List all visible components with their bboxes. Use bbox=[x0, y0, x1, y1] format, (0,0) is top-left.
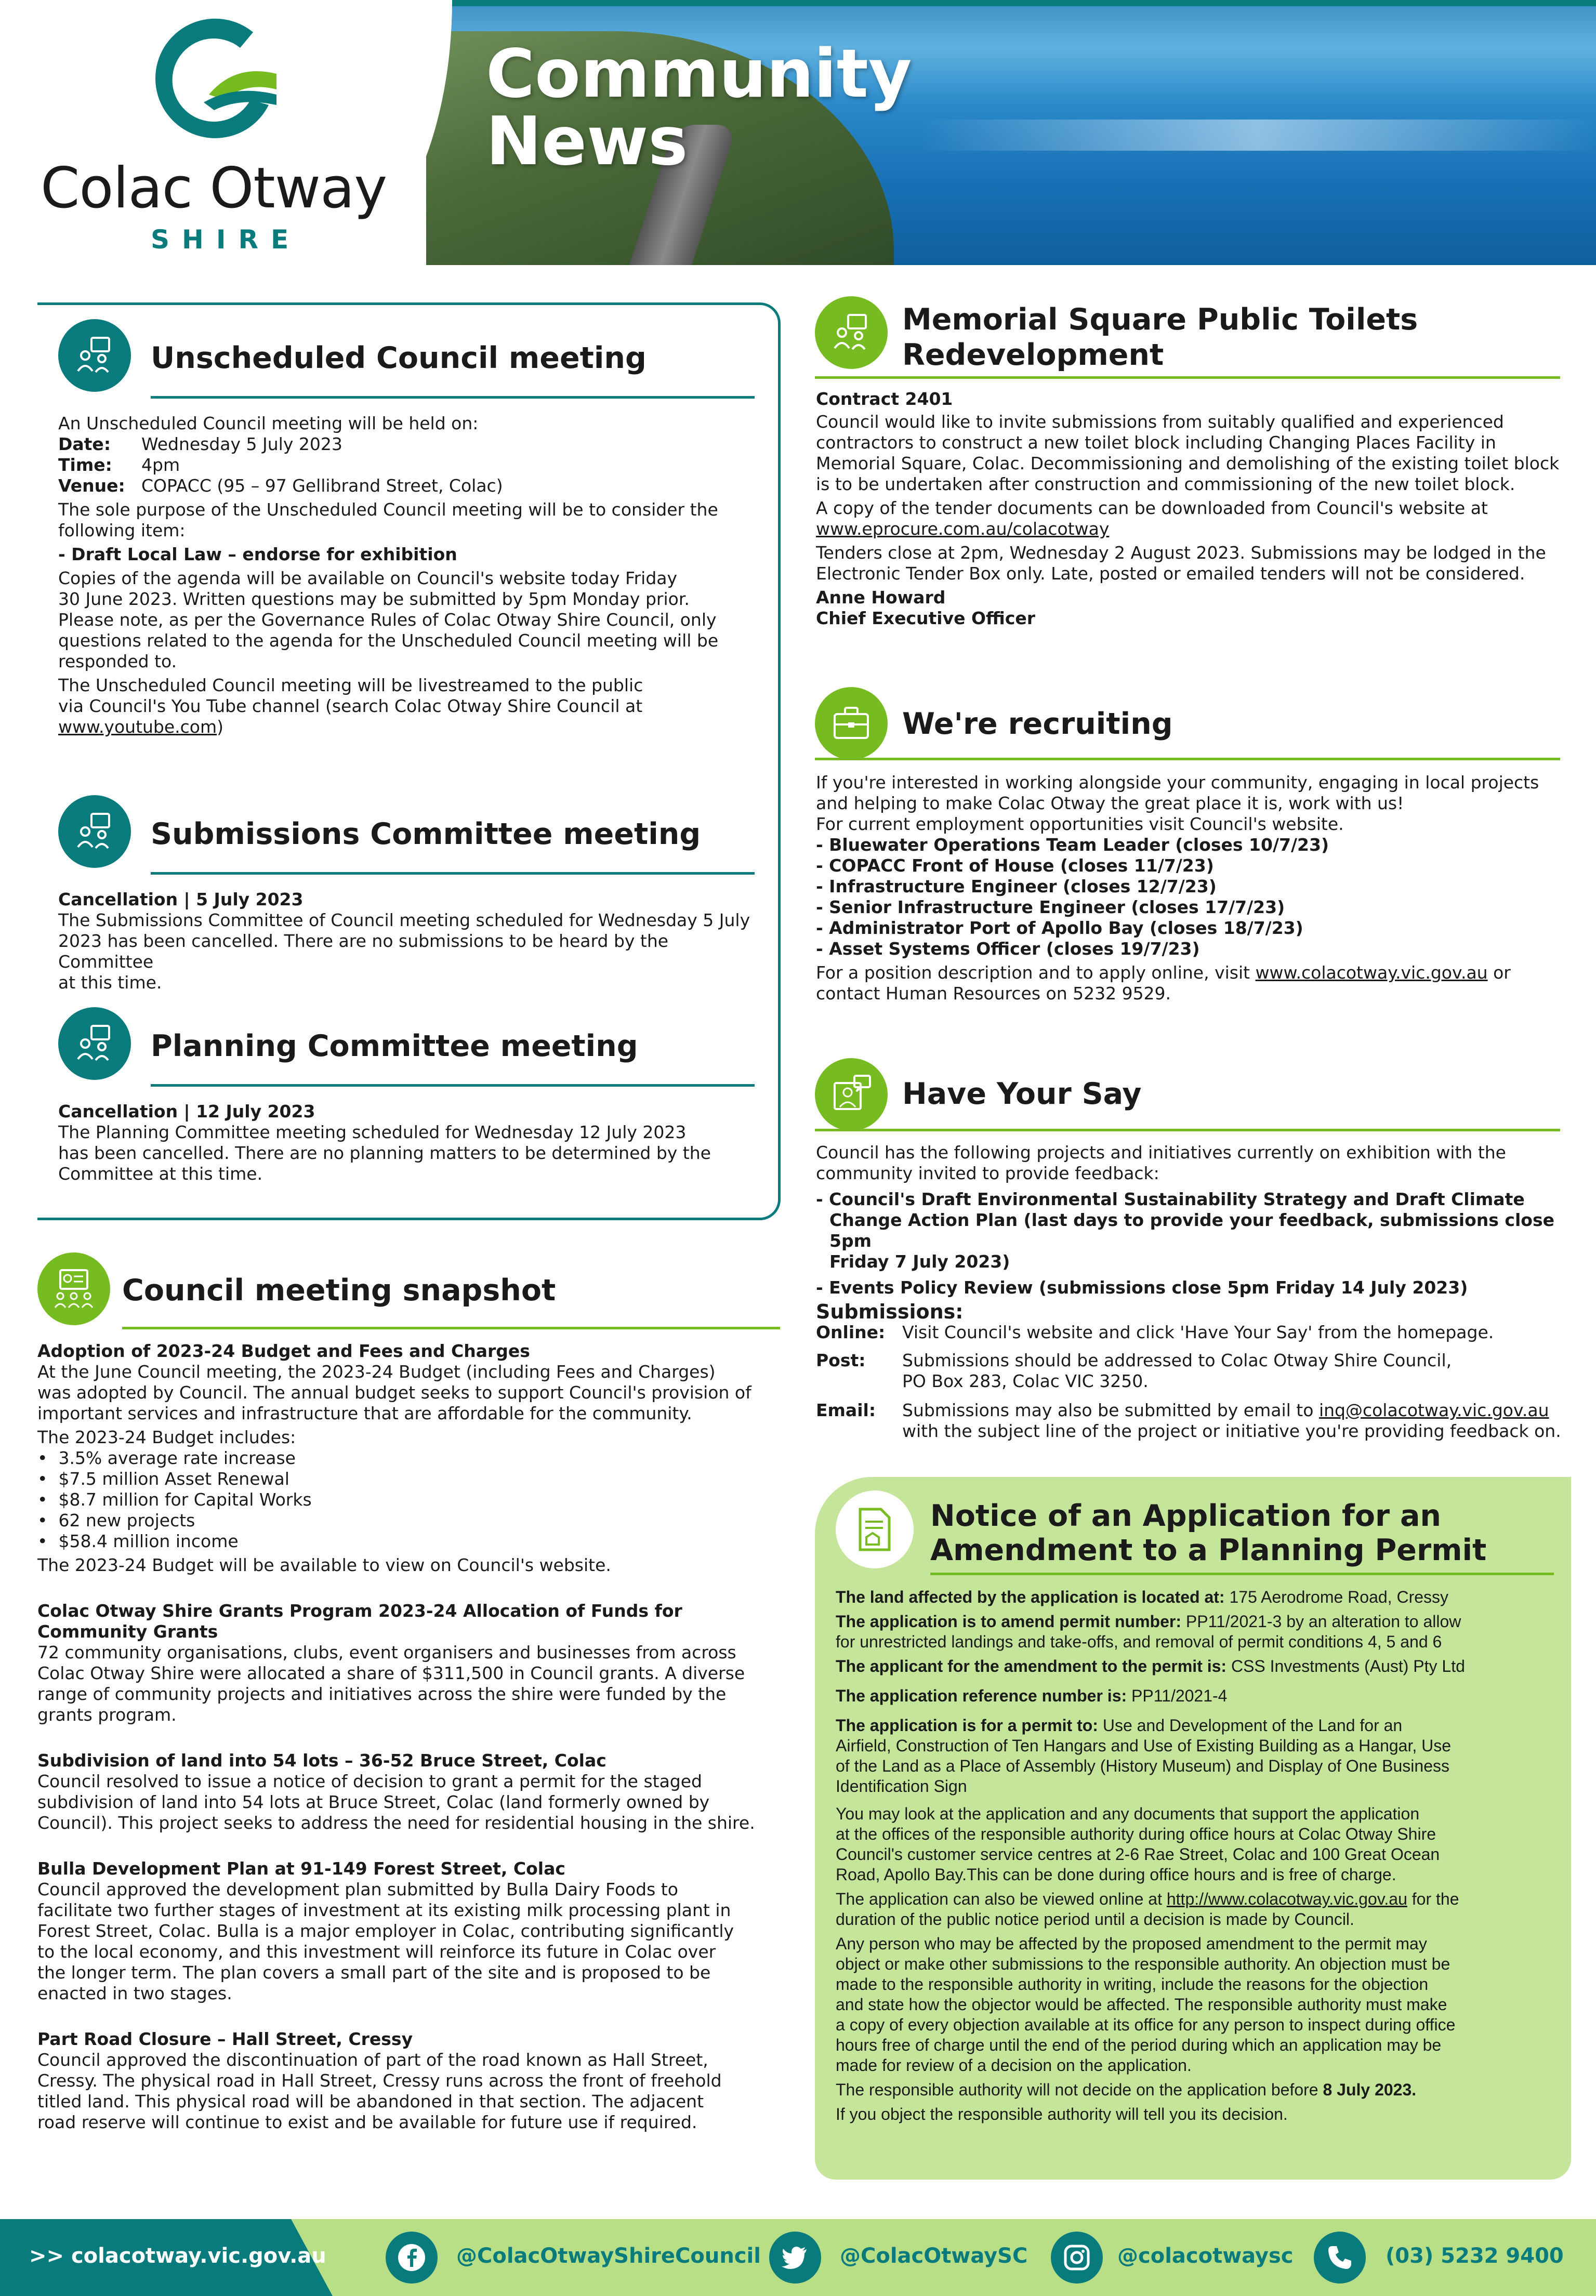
job-item: - COPACC Front of House (closes 11/7/23) bbox=[816, 855, 1214, 876]
paragraph: The Planning Committee meeting scheduled for Wednesday 12 July 2023 bbox=[58, 1122, 687, 1142]
document-icon bbox=[836, 1490, 914, 1568]
consultation-item: - Council's Draft Environmental Sustainability Strategy and Draft Climate bbox=[816, 1189, 1525, 1209]
email-link[interactable]: inq@colacotway.vic.gov.au bbox=[1318, 1400, 1549, 1420]
footer-website-link[interactable]: >> colacotway.vic.gov.au bbox=[29, 2244, 326, 2268]
decision-date: 8 July 2023. bbox=[1323, 2080, 1417, 2099]
planning-heading: Planning Committee meeting bbox=[151, 1029, 638, 1063]
footer-phone[interactable]: (03) 5232 9400 bbox=[1386, 2244, 1564, 2268]
time-value: 4pm bbox=[141, 455, 180, 475]
field-label: The applicant for the amendment to the permit is: bbox=[836, 1657, 1227, 1675]
eprocure-link[interactable]: www.eprocure.com.au/colacotway bbox=[816, 519, 1110, 539]
meeting-icon bbox=[815, 296, 888, 369]
subheading: Colac Otway Shire Grants Program 2023-24 Allocation of Funds for bbox=[37, 1601, 682, 1621]
list-item-text: 62 new projects bbox=[58, 1510, 195, 1530]
consultation-item: Change Action Plan (last days to provide your feedback, submissions close 5pm bbox=[829, 1210, 1554, 1251]
subheading: Community Grants bbox=[37, 1621, 218, 1642]
paragraph: community invited to provide feedback: bbox=[816, 1163, 1159, 1183]
paragraph: Council). This project seeks to address the need for residential housing in the shire. bbox=[37, 1813, 755, 1833]
paragraph: You may look at the application and any documents that support the application bbox=[836, 1804, 1420, 1823]
subheading: Cancellation | 12 July 2023 bbox=[58, 1101, 315, 1121]
notice-body bbox=[836, 1587, 1563, 2125]
logo-shire: SHIRE bbox=[151, 225, 301, 255]
paragraph: ) bbox=[217, 717, 224, 737]
youtube-link[interactable]: www.youtube.com bbox=[58, 717, 217, 737]
paragraph: the longer term. The plan covers a small part of the site and is proposed to be bbox=[37, 1962, 711, 1983]
paragraph: with the subject line of the project or initiative you're providing feedback on. bbox=[902, 1421, 1561, 1441]
paragraph: titled land. This physical road will be abandoned in that section. The adjacent bbox=[37, 2091, 704, 2112]
feedback-icon bbox=[815, 1058, 888, 1131]
job-item: - Bluewater Operations Team Leader (closes 10/7/23) bbox=[816, 835, 1329, 855]
meeting-icon bbox=[58, 795, 131, 868]
paragraph: subdivision of land into 54 lots at Bruce Street, Colac (land formerly owned by bbox=[37, 1792, 710, 1812]
paragraph: questions related to the agenda for the Unscheduled Council meeting will be bbox=[58, 630, 719, 651]
paragraph: or bbox=[1487, 962, 1511, 983]
time-label: Time: bbox=[58, 455, 112, 475]
list-item-text: $7.5 million Asset Renewal bbox=[58, 1469, 289, 1489]
submissions-heading: Submissions Committee meeting bbox=[151, 817, 701, 851]
email-text bbox=[902, 1400, 1573, 1442]
notice-heading-line1: Notice of an Application for an bbox=[930, 1499, 1441, 1533]
snapshot-heading: Council meeting snapshot bbox=[122, 1273, 556, 1308]
planning-body bbox=[58, 1101, 765, 1184]
field-label: The land affected by the application is located at: bbox=[836, 1588, 1225, 1606]
paragraph: and state how the objector would be affected. The responsible authority must make bbox=[836, 1995, 1447, 2014]
field-value: for unrestricted landings and take-offs, and removal of permit conditions 4, 5 and 6 bbox=[836, 1632, 1442, 1651]
paragraph: If you object the responsible authority will tell you its decision. bbox=[836, 2105, 1288, 2123]
subheading: Contract 2401 bbox=[816, 389, 953, 409]
paragraph: Council has the following projects and initiatives currently on exhibition with the bbox=[816, 1142, 1506, 1163]
unscheduled-heading: Unscheduled Council meeting bbox=[151, 341, 647, 375]
masthead-title-line1: Community bbox=[486, 35, 912, 113]
paragraph: for the bbox=[1407, 1890, 1459, 1908]
venue-label: Venue: bbox=[58, 476, 125, 496]
paragraph: contractors to construct a new toilet block including Changing Places Facility in bbox=[816, 432, 1496, 453]
have-your-say-heading: Have Your Say bbox=[902, 1077, 1142, 1111]
post-label: Post: bbox=[816, 1350, 866, 1370]
divider bbox=[122, 1327, 780, 1329]
phone-icon[interactable] bbox=[1314, 2232, 1366, 2284]
paragraph: to the local economy, and this investment will reinforce its future in Colac over bbox=[37, 1942, 716, 1962]
paragraph: The responsible authority will not decide on the application before bbox=[836, 2080, 1323, 2099]
list-item-text: 3.5% average rate increase bbox=[58, 1448, 296, 1468]
header bbox=[0, 0, 1596, 265]
agenda-item: - Draft Local Law – endorse for exhibition bbox=[58, 544, 457, 564]
paragraph: Council would like to invite submissions from suitably qualified and experienced bbox=[816, 412, 1504, 432]
paragraph: object or make other submissions to the responsible authority. An objection must be bbox=[836, 1955, 1450, 1973]
meeting-icon bbox=[58, 1007, 131, 1080]
list-item: • 3.5% average rate increase bbox=[37, 1448, 296, 1468]
paragraph: If you're interested in working alongside your community, engaging in local projects bbox=[816, 772, 1539, 793]
paragraph: The application can also be viewed online at bbox=[836, 1890, 1167, 1908]
snapshot-icon bbox=[37, 1252, 110, 1325]
facebook-icon[interactable] bbox=[386, 2232, 438, 2284]
footer-twitter[interactable]: @ColacOtwaySC bbox=[840, 2244, 1028, 2268]
field-label: The application reference number is: bbox=[836, 1686, 1127, 1705]
job-item: - Infrastructure Engineer (closes 12/7/23) bbox=[816, 876, 1217, 896]
paragraph: Council resolved to issue a notice of decision to grant a permit for the staged bbox=[37, 1771, 703, 1791]
online-text: Visit Council's website and click 'Have Your Say' from the homepage. bbox=[902, 1322, 1494, 1342]
field-value: 175 Aerodrome Road, Cressy bbox=[1224, 1588, 1449, 1606]
paragraph: For a position description and to apply online, visit bbox=[816, 962, 1256, 983]
paragraph: An Unscheduled Council meeting will be held on: bbox=[58, 413, 479, 433]
paragraph: important services and infrastructure that are affordable for the community. bbox=[37, 1403, 692, 1423]
online-label: Online: bbox=[816, 1322, 886, 1342]
paragraph: enacted in two stages. bbox=[37, 1983, 232, 2003]
paragraph: For current employment opportunities visit Council's website. bbox=[816, 814, 1344, 834]
briefcase-icon bbox=[815, 687, 888, 760]
memorial-heading-line2: Redevelopment bbox=[902, 338, 1164, 372]
field-value: Airfield, Construction of Ten Hangars and Use of Existing Building as a Hangar, Use bbox=[836, 1736, 1452, 1755]
list-item: • 62 new projects bbox=[37, 1510, 195, 1530]
venue-value: COPACC (95 – 97 Gellibrand Street, Colac) bbox=[141, 476, 503, 496]
paragraph: The 2023-24 Budget includes: bbox=[37, 1427, 296, 1447]
twitter-icon[interactable] bbox=[769, 2232, 821, 2284]
signatory-title: Chief Executive Officer bbox=[816, 608, 1036, 628]
paragraph: The Submissions Committee of Council meeting scheduled for Wednesday 5 July bbox=[58, 910, 750, 930]
field-label: The application is to amend permit number: bbox=[836, 1612, 1181, 1631]
council-website-link[interactable]: www.colacotway.vic.gov.au bbox=[1255, 962, 1488, 983]
paragraph: Submissions should be addressed to Colac Otway Shire Council, bbox=[902, 1350, 1452, 1370]
have-your-say-body bbox=[816, 1142, 1569, 1322]
subheading: Subdivision of land into 54 lots – 36-52 Bruce Street, Colac bbox=[37, 1750, 606, 1771]
masthead-title-line2: News bbox=[486, 103, 688, 180]
meeting-icon bbox=[58, 319, 131, 392]
paragraph: via Council's You Tube channel (search Colac Otway Shire Council at bbox=[58, 696, 643, 716]
memorial-heading-line1: Memorial Square Public Toilets bbox=[902, 302, 1418, 337]
paragraph: The sole purpose of the Unscheduled Council meeting will be to consider the bbox=[58, 499, 718, 520]
paragraph: at this time. bbox=[58, 972, 162, 993]
paragraph: contact Human Resources on 5232 9529. bbox=[816, 983, 1171, 1004]
footer-facebook[interactable]: @ColacOtwayShireCouncil bbox=[456, 2244, 761, 2268]
paragraph: PO Box 283, Colac VIC 3250. bbox=[902, 1371, 1149, 1391]
instagram-icon[interactable] bbox=[1051, 2232, 1103, 2284]
paragraph: has been cancelled. There are no planning matters to be determined by the bbox=[58, 1143, 711, 1163]
notice-heading-line2: Amendment to a Planning Permit bbox=[930, 1533, 1487, 1567]
subheading: Cancellation | 5 July 2023 bbox=[58, 889, 304, 909]
job-item: - Senior Infrastructure Engineer (closes 17/7/23) bbox=[816, 897, 1285, 917]
job-item: - Administrator Port of Apollo Bay (closes 18/7/23) bbox=[816, 918, 1303, 938]
divider bbox=[151, 1084, 755, 1087]
paragraph: facilitate two further stages of investment at its existing milk processing plant in bbox=[37, 1900, 731, 1920]
field-value: Identification Sign bbox=[836, 1777, 967, 1796]
field-value: of the Land as a Place of Assembly (History Museum) and Display of One Business bbox=[836, 1757, 1449, 1775]
field-value: PP11/2021-3 by an alteration to allow bbox=[1181, 1612, 1461, 1631]
snapshot-body bbox=[37, 1341, 786, 2133]
paragraph: Road, Apollo Bay.This can be done during office hours and is free of charge. bbox=[836, 1865, 1396, 1884]
paragraph: road reserve will continue to exist and be available for future use if required. bbox=[37, 2112, 697, 2132]
paragraph: Cressy. The physical road in Hall Street, Cressy runs across the front of freehold bbox=[37, 2070, 722, 2091]
unscheduled-body bbox=[58, 413, 765, 737]
paragraph: at the offices of the responsible authority during office hours at Colac Otway Shire bbox=[836, 1825, 1436, 1843]
paragraph: is to be undertaken after construction and commissioning of the new toilet block. bbox=[816, 474, 1515, 494]
paragraph: Please note, as per the Governance Rules of Colac Otway Shire Council, only bbox=[58, 610, 717, 630]
divider bbox=[151, 396, 755, 399]
paragraph: Copies of the agenda will be available on Council's website today Friday bbox=[58, 568, 678, 588]
paragraph: The 2023-24 Budget will be available to view on Council's website. bbox=[37, 1555, 611, 1575]
divider bbox=[930, 1573, 1554, 1575]
council-website-link[interactable]: http://www.colacotway.vic.gov.au bbox=[1166, 1890, 1407, 1908]
divider bbox=[151, 872, 755, 875]
recruiting-heading: We're recruiting bbox=[902, 707, 1173, 741]
date-label: Date: bbox=[58, 434, 111, 454]
list-item-text: $8.7 million for Capital Works bbox=[58, 1489, 312, 1510]
paragraph: grants program. bbox=[37, 1705, 177, 1725]
paragraph: Memorial Square, Colac. Decommissioning and demolishing of the existing toilet block bbox=[816, 453, 1560, 473]
paragraph: A copy of the tender documents can be downloaded from Council's website at bbox=[816, 498, 1488, 518]
divider bbox=[815, 376, 1560, 379]
paragraph: hours free of charge until the end of the period during which an application may be bbox=[836, 2036, 1442, 2054]
consultation-item: - Events Policy Review (submissions close 5pm Friday 14 July 2023) bbox=[816, 1277, 1468, 1298]
logo-name: Colac Otway bbox=[41, 156, 387, 221]
paragraph: Council approved the discontinuation of part of the road known as Hall Street, bbox=[37, 2050, 708, 2070]
subheading: Bulla Development Plan at 91-149 Forest Street, Colac bbox=[37, 1858, 565, 1879]
list-item: • $8.7 million for Capital Works bbox=[37, 1489, 312, 1510]
list-item: • $7.5 million Asset Renewal bbox=[37, 1469, 289, 1489]
paragraph: Council approved the development plan submitted by Bulla Dairy Foods to bbox=[37, 1879, 678, 1899]
paragraph: Council's customer service centres at 2-6 Rae Street, Colac and 100 Great Ocean bbox=[836, 1845, 1440, 1864]
paragraph: Electronic Tender Box only. Late, posted or emailed tenders will not be considered. bbox=[816, 563, 1525, 584]
subheading: Adoption of 2023-24 Budget and Fees and Charges bbox=[37, 1341, 530, 1361]
paragraph: Submissions may also be submitted by email to bbox=[902, 1400, 1319, 1420]
paragraph: Committee at this time. bbox=[58, 1164, 263, 1184]
submissions-body bbox=[58, 889, 765, 993]
paragraph: and helping to make Colac Otway the great place it is, work with us! bbox=[816, 793, 1404, 813]
logo-mark-icon bbox=[147, 11, 287, 152]
paragraph: 72 community organisations, clubs, event organisers and businesses from across bbox=[37, 1642, 736, 1662]
memorial-body bbox=[816, 389, 1569, 629]
paragraph: 2023 has been cancelled. There are no submissions to be heard by the Committee bbox=[58, 931, 669, 972]
paragraph: The Unscheduled Council meeting will be livestreamed to the public bbox=[58, 675, 643, 695]
paragraph: 30 June 2023. Written questions may be submitted by 5pm Monday prior. bbox=[58, 589, 690, 609]
paragraph: a copy of every objection available at its office for any person to inspect during office bbox=[836, 2015, 1456, 2034]
email-label: Email: bbox=[816, 1400, 876, 1420]
list-item-text: $58.4 million income bbox=[58, 1531, 239, 1551]
paragraph: following item: bbox=[58, 520, 186, 540]
paragraph: made for review of a decision on the application. bbox=[836, 2056, 1192, 2075]
subheading: Part Road Closure – Hall Street, Cressy bbox=[37, 2029, 413, 2049]
paragraph: made to the responsible authority in writing, include the reasons for the objection bbox=[836, 1975, 1429, 1994]
paragraph: At the June Council meeting, the 2023-24 Budget (including Fees and Charges) bbox=[37, 1362, 716, 1382]
field-value: PP11/2021-4 bbox=[1127, 1686, 1228, 1705]
paragraph: Any person who may be affected by the proposed amendment to the permit may bbox=[836, 1934, 1427, 1953]
paragraph: Tenders close at 2pm, Wednesday 2 August 2023. Submissions may be lodged in the bbox=[816, 543, 1546, 563]
post-text bbox=[902, 1350, 1573, 1392]
job-item: - Asset Systems Officer (closes 19/7/23) bbox=[816, 939, 1200, 959]
subheading: Submissions: bbox=[816, 1300, 964, 1323]
divider bbox=[815, 758, 1560, 760]
field-value: CSS Investments (Aust) Pty Ltd bbox=[1226, 1657, 1465, 1675]
paragraph: range of community projects and initiatives across the shire were funded by the bbox=[37, 1684, 727, 1704]
divider bbox=[815, 1129, 1560, 1131]
list-item: • $58.4 million income bbox=[37, 1531, 239, 1551]
paragraph: duration of the public notice period until a decision is made by Council. bbox=[836, 1910, 1354, 1929]
paragraph: Forest Street, Colac. Bulla is a major employer in Colac, contributing significantly bbox=[37, 1921, 734, 1941]
field-value: Use and Development of the Land for an bbox=[1098, 1716, 1403, 1735]
footer-instagram[interactable]: @colacotwaysc bbox=[1117, 2244, 1294, 2268]
recruiting-body bbox=[816, 772, 1569, 1004]
consultation-item: Friday 7 July 2023) bbox=[829, 1251, 1010, 1272]
signatory-name: Anne Howard bbox=[816, 587, 946, 608]
date-value: Wednesday 5 July 2023 bbox=[141, 434, 342, 454]
paragraph: responded to. bbox=[58, 651, 177, 671]
paragraph: was adopted by Council. The annual budget seeks to support Council's provision of bbox=[37, 1382, 751, 1403]
field-label: The application is for a permit to: bbox=[836, 1716, 1098, 1735]
paragraph: Colac Otway Shire were allocated a share of $311,500 in Council grants. A diverse bbox=[37, 1663, 745, 1683]
